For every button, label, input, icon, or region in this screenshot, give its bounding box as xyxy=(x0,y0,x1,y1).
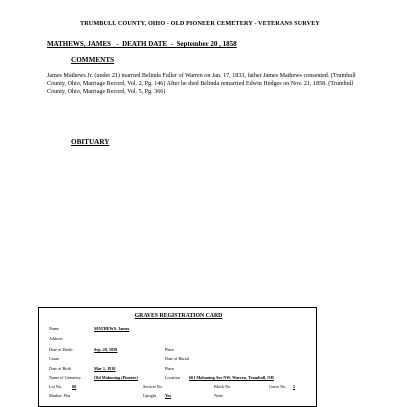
value-lot-no: 60 xyxy=(72,384,77,389)
label-name-of-cemetery: Name of Cemetery xyxy=(49,375,81,380)
obituary-heading: OBITUARY xyxy=(71,138,110,146)
label-date-of-birth: Date of Birth xyxy=(49,366,72,371)
value-upright: Yes xyxy=(165,393,172,398)
label-location: Location xyxy=(165,375,180,380)
card-title: GRAVES REGISTRATION CARD xyxy=(134,313,223,319)
label-none: None xyxy=(214,393,224,398)
value-grave-no: 2 xyxy=(293,384,296,389)
label-cause: Cause xyxy=(49,356,60,361)
label-date-of-death: Date of Death xyxy=(49,347,73,352)
label-lot-no: Lot No. xyxy=(49,384,63,389)
label-address: Address xyxy=(49,336,63,341)
value-name: MATHEWS, James xyxy=(94,326,130,331)
label-upright: Upright xyxy=(143,393,157,398)
graves-registration-card xyxy=(38,307,317,407)
record-heading: MATHEWS, JAMES - DEATH DATE - September 20 , 1858 xyxy=(47,40,237,48)
survey-title: TRUMBULL COUNTY, OHIO - OLD PIONEER CEMETERY - VETERANS SURVEY xyxy=(79,20,320,27)
label-grave-no: Grave No. xyxy=(269,384,287,389)
comments-body: James Mathews Jr. (under 21) married Belinda Fuller of Warren on Jan. 17, 1833, father James Mathews consented. (Trumbull County, Ohio, Marriage Record, Vol. 2, Pg. 146) After he died Belinda remarried Edwin Hedges on Nov. 21, 1858. (Trumbull County, Ohio, Marriage Record, Vol. 5, Pg. 366) xyxy=(47,73,356,96)
value-cemetery: Old Mahoning (Pioneer) xyxy=(94,375,138,380)
label-marker-flat: Marker: Flat xyxy=(49,393,71,398)
label-block-no: Block No. xyxy=(214,384,232,389)
label-name: Name xyxy=(49,326,59,331)
label-place-birth: Place xyxy=(165,366,175,371)
comments-heading: COMMENTS xyxy=(71,56,115,64)
value-date-of-birth: Mar 1, 1810 xyxy=(94,366,116,371)
value-date-of-death: Sep. 20, 1858 xyxy=(94,347,118,352)
label-place-death: Place xyxy=(165,347,175,352)
label-section-no: Section No. xyxy=(143,384,163,389)
value-location: 661 Mahoning Ave NW, Warren, Trumbull, OH xyxy=(189,375,274,380)
label-date-of-burial: Date of Burial xyxy=(165,356,189,361)
